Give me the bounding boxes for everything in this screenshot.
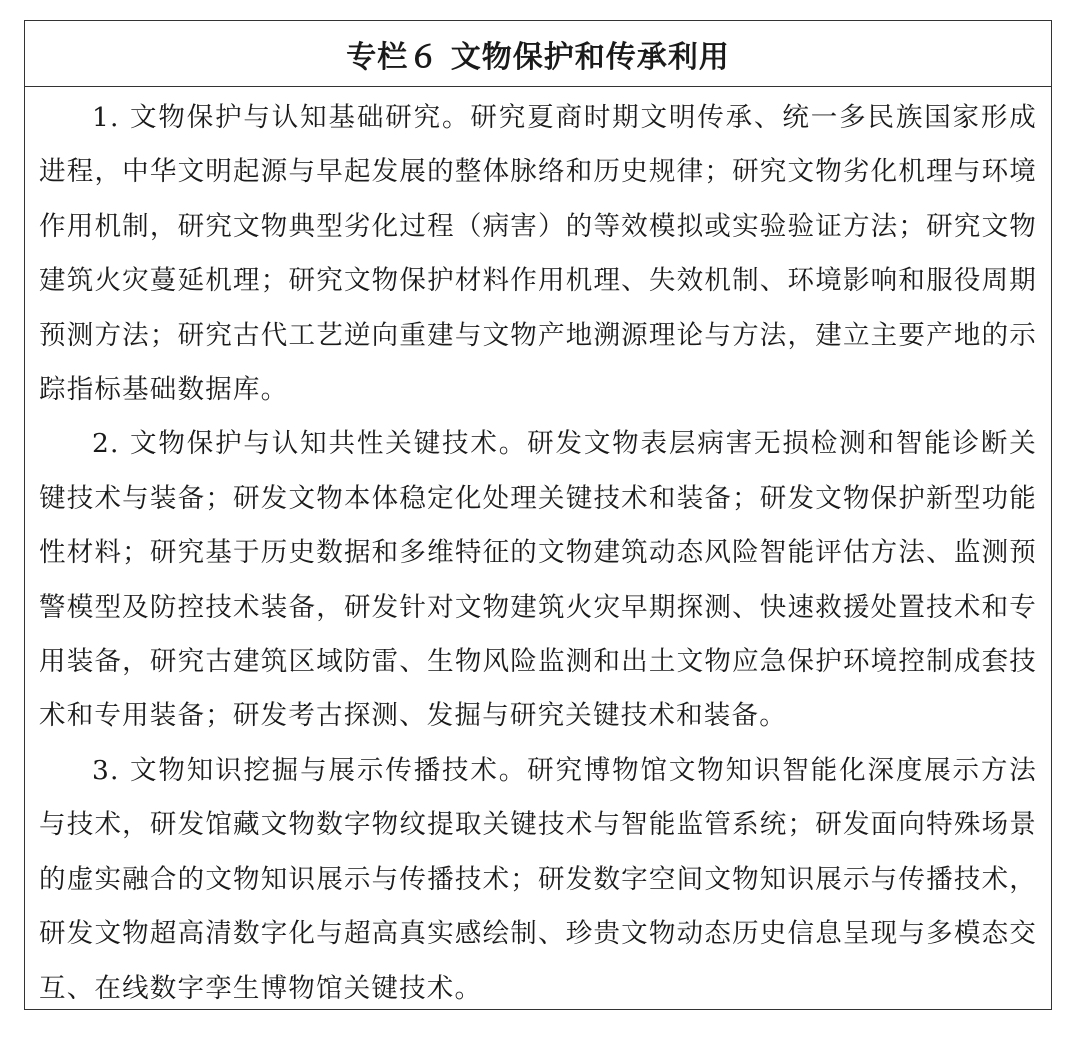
- paragraph-2: 2. 文物保护与认知共性关键技术。研发文物表层病害无损检测和智能诊断关键技术与装备；研发文物本体稳定化处理关键技术和装备；研发文物保护新型功能性材料；研究基于历史数据和多维特征的文物建筑动态风险智能评估方法、监测预警模型及防控技术装备，研发针对文物建筑火灾早期探测、快速救援处置技术和专用装备，研究古建筑区域防雷、生物风险监测和出土文物应急保护环境控制成套技术和专用装备；研发考古探测、发掘与研究关键技术和装备。: [39, 428, 1037, 732]
- column-title: 专栏６ 文物保护和传承利用: [346, 39, 730, 75]
- column-title-row: [25, 21, 1051, 87]
- column-box: [24, 20, 1052, 1010]
- paragraph-3: 3. 文物知识挖掘与展示传播技术。研究博物馆文物知识智能化深度展示方法与技术，研发馆藏文物数字物纹提取关键技术与智能监管系统；研发面向特殊场景的虚实融合的文物知识展示与传播技术；研发数字空间文物知识展示与传播技术，研发文物超高清数字化与超高真实感绘制、珍贵文物动态历史信息呈现与多模态交互、在线数字孪生博物馆关键技术。: [39, 754, 1037, 1004]
- column-content: [25, 87, 1051, 1016]
- paragraph-1: 1. 文物保护与认知基础研究。研究夏商时期文明传承、统一多民族国家形成进程，中华文明起源与早起发展的整体脉络和历史规律；研究文物劣化机理与环境作用机制，研究文物典型劣化过程（病害）的等效模拟或实验验证方法；研究文物建筑火灾蔓延机理；研究文物保护材料作用机理、失效机制、环境影响和服役周期预测方法；研究古代工艺逆向重建与文物产地溯源理论与方法，建立主要产地的示踪指标基础数据库。: [39, 102, 1037, 406]
